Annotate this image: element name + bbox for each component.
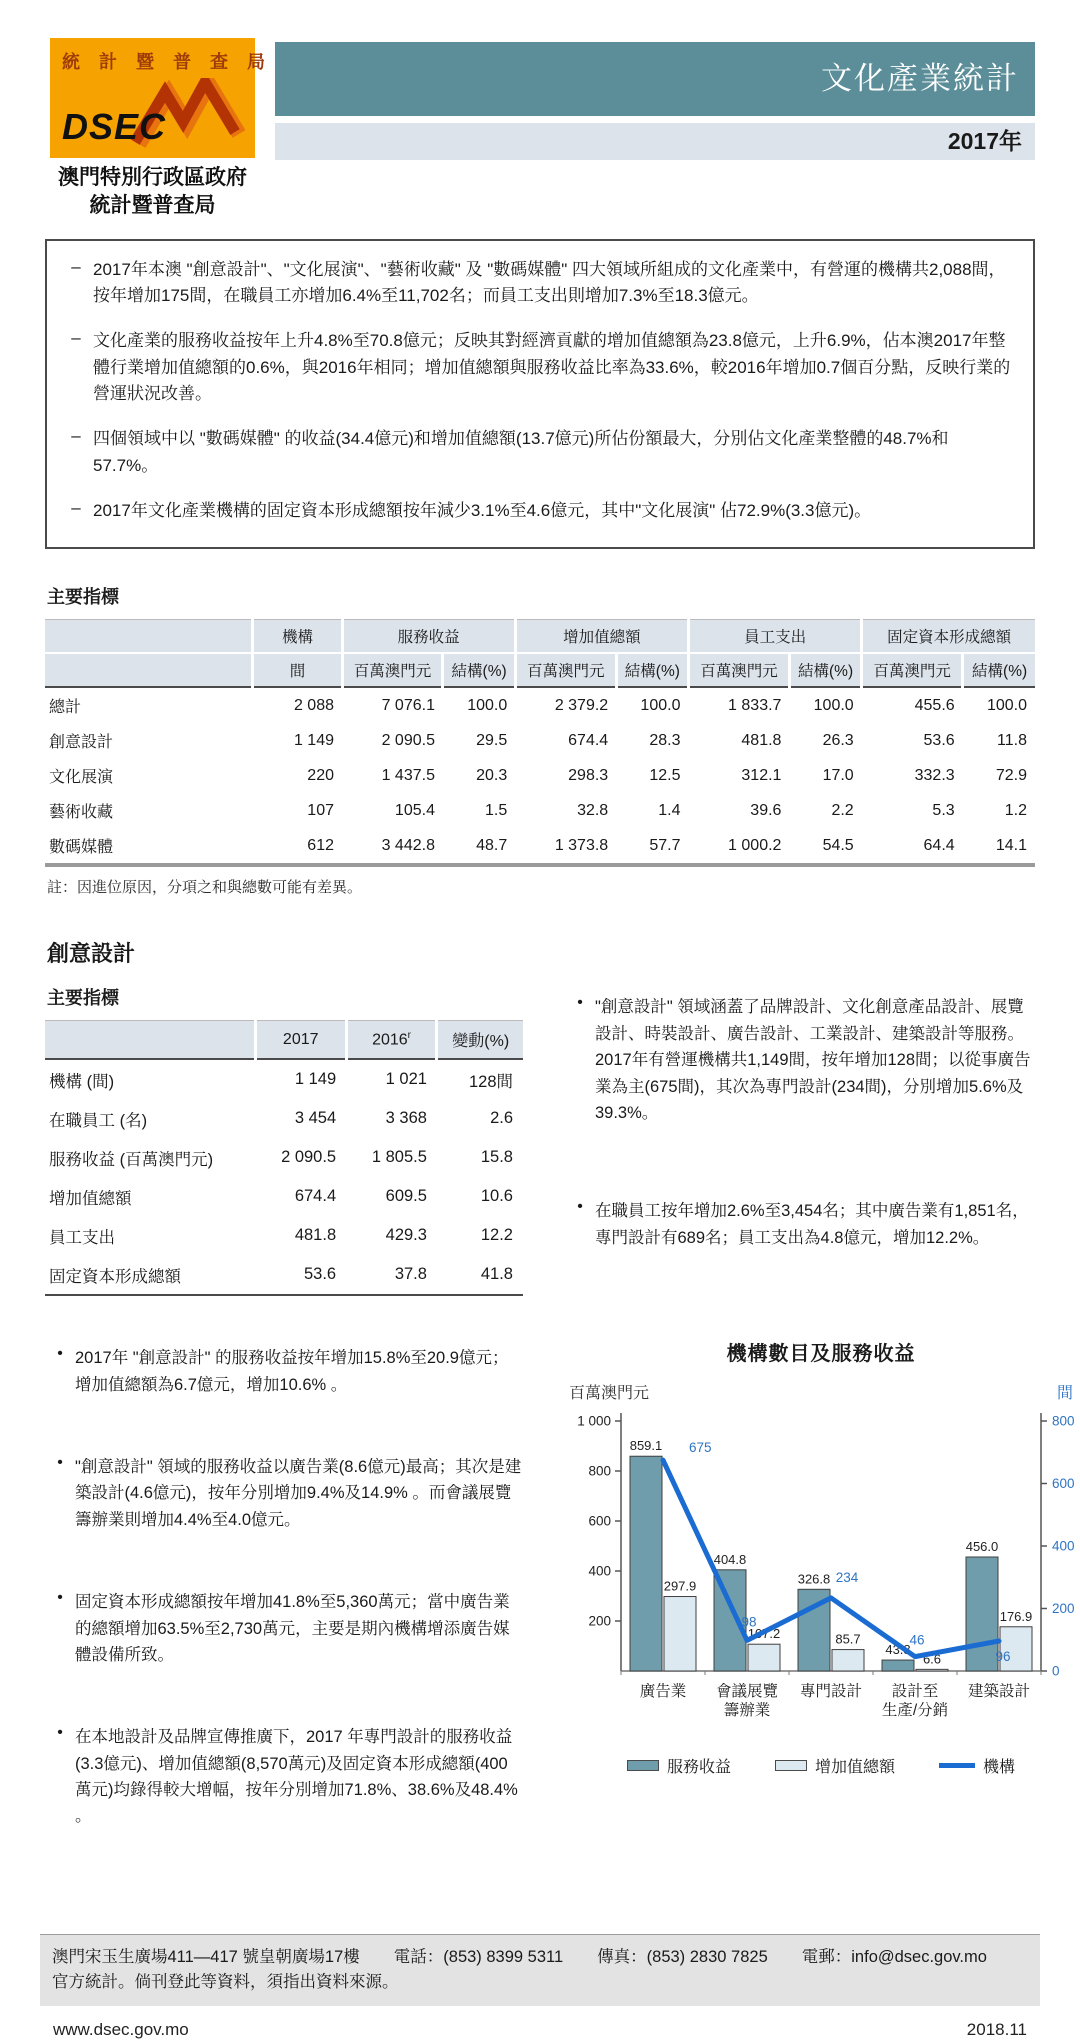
right-axis-unit: 間 — [1056, 1385, 1073, 1403]
sub-header: 百萬澳門元 — [688, 653, 789, 687]
table-group-header-row — [45, 620, 1035, 654]
creative-left-bullet-item — [45, 1589, 523, 1668]
creative-table-column — [45, 976, 523, 1323]
sub-header: 結構(%) — [789, 653, 861, 687]
line-point-label: 675 — [689, 1440, 712, 1456]
group-header: 機構 — [253, 620, 342, 654]
right-axis-tick-label: 0 — [1052, 1663, 1060, 1679]
footer-contact-box — [40, 1934, 1040, 2007]
table-row — [45, 1255, 523, 1295]
footer-issue-date: 2018.11 — [966, 2020, 1027, 2040]
cell-value: 57.7 — [616, 828, 688, 865]
cell-value: 455.6 — [914, 696, 955, 714]
chart-block — [565, 1337, 1077, 1886]
legend-item-2 — [939, 1754, 1015, 1777]
cell-value: 7 076.1 — [381, 696, 435, 714]
creative-left-bullet-item — [45, 1454, 523, 1533]
cell-value: 2 088 — [293, 696, 334, 714]
bullet-marker: • — [57, 1724, 63, 1742]
cell-value: 1 000.2 — [688, 828, 789, 865]
main-indicators-section — [45, 583, 1035, 897]
creative-upper-row — [45, 976, 1035, 1323]
bar-revenue-4 — [966, 1557, 998, 1671]
creative-left-bullets — [45, 1345, 523, 1886]
header — [45, 30, 1035, 221]
report-year: 2017年 — [275, 123, 1035, 160]
bullet-marker: – — [71, 426, 81, 446]
cell-value: 1.4 — [658, 801, 681, 819]
legend-item-0 — [627, 1754, 731, 1777]
cell-value: 1 149 — [293, 731, 334, 749]
cell-value: 41.8 — [437, 1255, 523, 1295]
creative-right-bullet-item — [565, 994, 1035, 1126]
title-block — [275, 42, 1035, 160]
cell-value: 1 805.5 — [371, 1148, 427, 1167]
row-label: 總計 — [49, 699, 82, 717]
cell-value: 54.5 — [789, 828, 861, 865]
cell-value: 100.0 — [467, 696, 508, 714]
dsec-logo — [45, 30, 273, 221]
cell-value: 2.2 — [831, 801, 854, 819]
summary-bullet-item — [59, 257, 1013, 310]
cell-value: 12.5 — [649, 766, 681, 784]
cell-value: 1.5 — [484, 801, 508, 819]
bar-gva-1 — [748, 1644, 780, 1671]
sub-header: 百萬澳門元 — [515, 653, 616, 687]
creative-table-title: 主要指標 — [47, 988, 119, 1009]
gov-line-2: 統計暨普查局 — [89, 194, 216, 218]
column-header: 2017 — [255, 1021, 346, 1060]
legend-line-swatch — [939, 1763, 975, 1768]
x-category-label: 建築設計 — [967, 1683, 1031, 1701]
bar-gva-3 — [916, 1670, 948, 1672]
cell-value: 128間 — [468, 1072, 513, 1091]
summary-bullet-text: 2017年文化產業機構的固定資本形成總額按年減少3.1%至4.6億元，其中"文化展演" 佔72.9%(3.3億元)。 — [93, 501, 872, 521]
x-category-label: 廣告業 — [639, 1683, 687, 1701]
table-row — [45, 793, 1035, 828]
cell-value: 481.8 — [294, 1226, 337, 1245]
cell-value: 1 437.5 — [381, 766, 435, 784]
cell-value: 107 — [307, 801, 334, 819]
cell-value: 64.4 — [862, 828, 963, 865]
bar-label: 43.8 — [885, 1642, 911, 1658]
creative-right-bullets — [565, 994, 1035, 1323]
table-row — [45, 723, 1035, 758]
bar-label: 6.6 — [922, 1651, 942, 1667]
cell-value: 674.4 — [294, 1187, 337, 1206]
summary-bullet-text: 四個領域中以 "數碼媒體" 的收益(34.4億元)和增加值總額(13.7億元)所佔份額最大，分別佔文化產業整體的48.7%和57.7%。 — [93, 429, 949, 475]
cell-value: 20.3 — [476, 766, 508, 784]
chart-legend — [565, 1754, 1077, 1777]
footer-contact-line — [52, 1945, 1028, 1970]
row-label: 機構 (間) — [49, 1072, 115, 1091]
bar-label: 85.7 — [835, 1631, 861, 1647]
cell-value: 53.6 — [923, 731, 955, 749]
group-header: 固定資本形成總額 — [862, 620, 1035, 654]
bullet-marker: – — [71, 498, 81, 518]
creative-right-bullet-text: 在職員工按年增加2.6%至3,454名；其中廣告業有1,851名，專門設計有689名；員工支出為4.8億元，增加12.2%。 — [595, 1202, 1029, 1247]
cell-value: 100.0 — [640, 696, 681, 714]
cell-value: 220 — [307, 766, 334, 784]
bar-label: 859.1 — [629, 1438, 663, 1454]
footer — [45, 1934, 1035, 2040]
chart-title: 機構數目及服務收益 — [726, 1343, 916, 1366]
cell-value: 612 — [253, 828, 342, 865]
column-header: 2016$^r$ — [346, 1021, 437, 1060]
cell-value: 298.3 — [568, 766, 609, 784]
cell-value: 1.2 — [1004, 801, 1027, 819]
cell-value: 609.5 — [385, 1187, 427, 1206]
bullet-marker: • — [57, 1589, 63, 1607]
creative-left-bullet-item — [45, 1724, 523, 1830]
main-indicators-table — [45, 619, 1035, 867]
table-row — [45, 1177, 523, 1216]
bar-gva-0 — [664, 1597, 696, 1671]
gov-line-1: 澳門特別行政區政府 — [58, 166, 247, 189]
creative-section-title: 創意設計 — [47, 941, 136, 967]
row-label: 創意設計 — [49, 734, 114, 752]
cell-value: 2 090.5 — [381, 731, 435, 749]
row-label: 固定資本形成總額 — [45, 1255, 255, 1295]
logo-acronym: DSEC — [62, 106, 167, 147]
cell-value: 28.3 — [649, 731, 681, 749]
x-category-label: 會議展覽籌辦業 — [715, 1683, 779, 1720]
corner-cell — [45, 1021, 255, 1060]
table-row — [45, 687, 1035, 723]
cell-value: 10.6 — [480, 1187, 513, 1206]
sub-header: 結構(%) — [616, 653, 688, 687]
cell-value: 72.9 — [995, 766, 1027, 784]
sub-header: 結構(%) — [963, 653, 1035, 687]
corner-cell — [45, 653, 253, 687]
chart — [565, 1403, 1077, 1733]
dsec-logo-box — [50, 38, 273, 158]
row-label: 數碼媒體 — [45, 828, 253, 865]
table-row — [45, 1216, 523, 1255]
bullet-marker: • — [577, 994, 583, 1012]
cell-value: 53.6 — [255, 1255, 346, 1295]
bar-revenue-0 — [630, 1456, 662, 1671]
x-category-label: 專門設計 — [799, 1683, 863, 1701]
bar-label: 456.0 — [965, 1539, 999, 1555]
sub-header: 結構(%) — [443, 653, 515, 687]
sub-header: 百萬澳門元 — [862, 653, 963, 687]
summary-bullet-item — [59, 498, 1013, 524]
legend-label: 增加值總額 — [814, 1759, 895, 1777]
left-axis-tick-label: 1 000 — [577, 1413, 611, 1429]
creative-right-bullet-text: "創意設計" 領域涵蓋了品牌設計、文化創意產品設計、展覽設計、時裝設計、廣告設計、工業設計、建築設計等服務。2017年有營運機構共1,149間，按年增加128間；以從事廣告業為主(675間)，其次為專門設計(234間)，分別增加5.6%及39.3%。 — [595, 998, 1031, 1122]
right-axis-tick-label: 400 — [1052, 1538, 1075, 1554]
cell-value: 105.4 — [394, 801, 435, 819]
table-row — [45, 828, 1035, 865]
row-label: 藝術收藏 — [49, 804, 114, 822]
row-label: 文化展演 — [49, 769, 114, 787]
creative-left-bullet-text: 固定資本形成總額按年增加41.8%至5,360萬元；當中廣告業的總額增加63.5%至2,730萬元，主要是期內機構增添廣告媒體設備所致。 — [75, 1593, 510, 1664]
footer-email: 電郵：info@dsec.gov.mo — [801, 1947, 987, 1966]
cell-value: 332.3 — [914, 766, 955, 784]
bullet-marker: – — [71, 328, 81, 348]
footer-bottom-row — [45, 2006, 1035, 2040]
right-axis-tick-label: 600 — [1052, 1476, 1075, 1492]
corner-cell — [45, 620, 253, 654]
legend-bar-swatch — [627, 1760, 659, 1771]
bar-label: 326.8 — [797, 1571, 831, 1587]
row-label: 服務收益 (百萬澳門元) — [49, 1150, 214, 1169]
column-header: 變動(%) — [437, 1021, 523, 1060]
cell-value: 429.3 — [385, 1226, 427, 1245]
cell-value: 15.8 — [480, 1148, 513, 1167]
left-axis-unit: 百萬澳門元 — [569, 1385, 650, 1403]
cell-value: 1 149 — [294, 1070, 337, 1089]
line-point-label: 96 — [995, 1649, 1011, 1665]
summary-bullet-text: 文化產業的服務收益按年上升4.8%至70.8億元；反映其對經濟貢獻的增加值總額為23.8億元，上升6.9%，佔本澳2017年整體行業增加值總額的0.6%，與2016年相同；增加值總額與服務收益比率為33.6%，較2016年增加0.7個百分點，反映行業的營運狀況改善。 — [93, 331, 1011, 404]
cell-value: 2 379.2 — [554, 696, 609, 714]
table-note: 註：因進位原因，分項之和與總數可能有差異。 — [47, 879, 363, 897]
cell-value: 3 442.8 — [342, 828, 443, 865]
group-header: 員工支出 — [688, 620, 861, 654]
bullet-marker: • — [57, 1453, 63, 1471]
table-row — [45, 758, 1035, 793]
footer-website: www.dsec.gov.mo — [53, 2020, 189, 2040]
cell-value: 11.8 — [997, 731, 1027, 749]
bar-label: 297.9 — [663, 1578, 697, 1594]
cell-value: 14.1 — [963, 828, 1035, 865]
chart-axis-units — [569, 1380, 1073, 1403]
cell-value: 32.8 — [577, 801, 609, 819]
footer-phone: 電話：(853) 8399 5311 — [393, 1947, 564, 1966]
legend-item-1 — [775, 1754, 895, 1777]
cell-value: 26.3 — [822, 731, 854, 749]
row-label: 增加值總額 — [49, 1189, 132, 1208]
line-point-label: 98 — [741, 1614, 757, 1630]
table-row — [45, 1099, 523, 1138]
table-header-row — [45, 1021, 523, 1060]
summary-bullet-item — [59, 426, 1013, 479]
report-title: 文化產業統計 — [275, 42, 1035, 116]
left-axis-tick-label: 400 — [588, 1563, 611, 1579]
cell-value: 100.0 — [986, 696, 1027, 714]
bar-label: 404.8 — [713, 1551, 747, 1567]
bar-gva-2 — [832, 1650, 864, 1671]
cell-value: 48.7 — [443, 828, 515, 865]
row-label: 員工支出 — [49, 1228, 115, 1247]
footer-note: 官方統計。倘刊登此等資料，須指出資料來源。 — [52, 1972, 399, 1991]
bullet-marker: • — [57, 1345, 63, 1363]
sub-header: 間 — [253, 653, 342, 687]
bar-label: 176.9 — [999, 1608, 1033, 1624]
x-category-label: 設計至生產/分銷 — [881, 1683, 949, 1720]
creative-left-bullet-text: 2017年 "創意設計" 的服務收益按年增加15.8%至20.9億元；增加值總額為6.7億元，增加10.6% 。 — [75, 1349, 509, 1394]
table-subheader-row — [45, 653, 1035, 687]
row-label: 在職員工 (名) — [49, 1111, 148, 1130]
summary-bullet-text: 2017年本澳 "創意設計"、"文化展演"、"藝術收藏" 及 "數碼媒體" 四大領域所組成的文化產業中，有營運的機構共2,088間，按年增加175間，在職員工亦增加6.4%至11,702名；而員工支出則增加7.3%至18.3億元。 — [93, 259, 1006, 306]
left-axis-tick-label: 600 — [588, 1513, 611, 1529]
cell-value: 3 368 — [385, 1109, 427, 1128]
cell-value: 312.1 — [741, 766, 782, 784]
creative-left-bullet-text: "創意設計" 領域的服務收益以廣告業(8.6億元)最高；其次是建築設計(4.6億元)，按年分別增加9.4%及14.9% 。而會議展覽籌辦業則增加4.4%至4.0億元。 — [75, 1457, 522, 1529]
bar-label: 107.2 — [747, 1626, 781, 1642]
cell-value: 2 090.5 — [281, 1148, 337, 1167]
sub-header: 百萬澳門元 — [342, 653, 443, 687]
line-point-label: 46 — [909, 1632, 925, 1648]
cell-value: 12.2 — [480, 1226, 513, 1245]
footer-address: 澳門宋玉生廣場411—417 號皇朝廣場17樓 — [52, 1947, 360, 1966]
footer-fax: 傳真：(853) 2830 7825 — [597, 1947, 768, 1966]
cell-value: 5.3 — [932, 801, 955, 819]
right-axis-tick-label: 800 — [1052, 1413, 1075, 1429]
bullet-marker: • — [577, 1198, 583, 1216]
group-header: 增加值總額 — [515, 620, 688, 654]
cell-value: 2.6 — [490, 1109, 513, 1128]
bar-revenue-3 — [882, 1660, 914, 1671]
cell-value: 674.4 — [568, 731, 609, 749]
left-axis-tick-label: 800 — [588, 1463, 611, 1479]
cell-value: 17.0 — [822, 766, 854, 784]
table-row — [45, 1138, 523, 1177]
table-row — [45, 1059, 523, 1099]
creative-indicators-table — [45, 1020, 523, 1296]
creative-left-bullet-text: 在本地設計及品牌宣傳推廣下，2017 年專門設計的服務收益(3.3億元)、增加值總額(8,570萬元)及固定資本形成總額(400萬元)均錄得較大增幅，按年分別增加71.8%、38.6%及48.4% 。 — [75, 1728, 518, 1826]
cell-value: 3 454 — [294, 1109, 337, 1128]
creative-right-bullet-item — [565, 1198, 1035, 1251]
legend-label: 服務收益 — [666, 1759, 731, 1777]
line-point-label: 234 — [835, 1570, 859, 1586]
main-table-title: 主要指標 — [47, 587, 119, 608]
cell-value: 37.8 — [346, 1255, 437, 1295]
left-axis-tick-label: 200 — [588, 1613, 611, 1629]
bullet-marker: – — [71, 256, 81, 276]
creative-lower-row — [45, 1331, 1075, 1886]
legend-bar-swatch — [775, 1760, 807, 1771]
cell-value: 1 833.7 — [728, 696, 782, 714]
logo-bureau-text: 統 計 暨 普 查 局 — [62, 52, 273, 72]
cell-value: 39.6 — [750, 801, 782, 819]
cell-value: 100.0 — [813, 696, 854, 714]
creative-left-bullet-item — [45, 1345, 523, 1398]
summary-bullet-item — [59, 328, 1013, 407]
cell-value: 29.5 — [476, 731, 508, 749]
cell-value: 1 021 — [385, 1070, 427, 1089]
cell-value: 481.8 — [741, 731, 782, 749]
right-axis-tick-label: 200 — [1052, 1601, 1075, 1617]
legend-label: 機構 — [983, 1759, 1016, 1777]
group-header: 服務收益 — [342, 620, 515, 654]
cell-value: 1 373.8 — [515, 828, 616, 865]
summary-box — [45, 239, 1035, 550]
